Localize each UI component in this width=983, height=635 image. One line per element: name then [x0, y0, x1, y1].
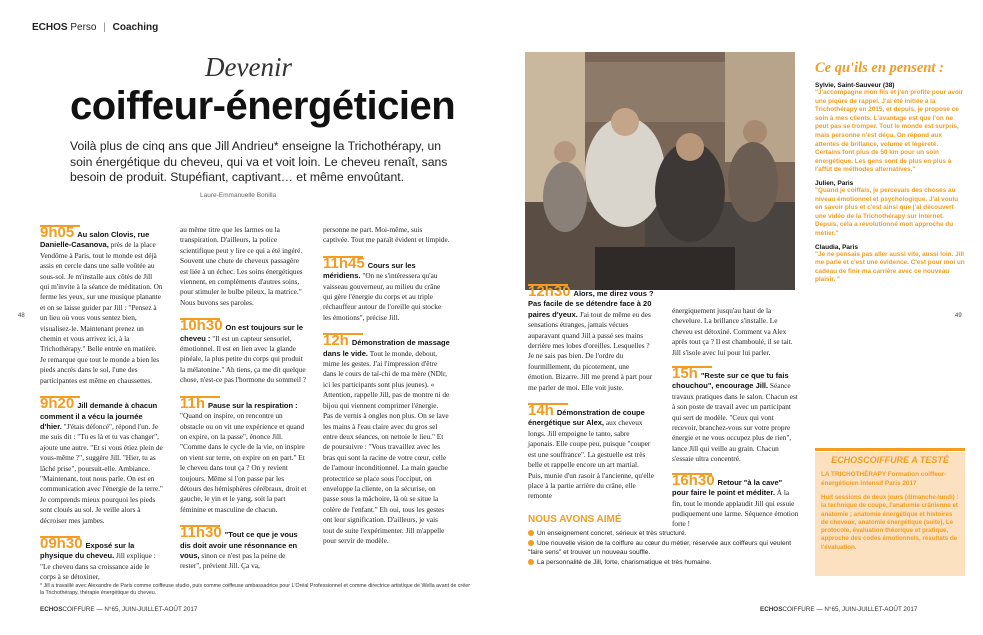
lead-paragraph: Voilà plus de cinq ans que Jill Andrieu* enseigne la Trichothérapy, un soin énergétique du cheveu, qui va et voit loin. Le cheveu renaît, sans besoin de produit. Stupéfiant, captivant… et même envoûtant.: [70, 139, 448, 184]
box-accent-bar: [815, 448, 965, 451]
article-column-3: [323, 225, 450, 546]
header-separator: |: [103, 22, 106, 33]
box-title: ECHOSCOIFFURE A TESTÉ: [831, 455, 949, 465]
box-body: Huit sessions de deux jours (dimanche-lundi) : la technique de coupe, l'anatomie crânienne et anatomie ; anatomie énergétique et histoires de cheveux, anatomie énergétique (suite), Le protocole, évaluation théorique et pratique, approche des codes émotionnels, résultats de l'évaluation.: [821, 494, 959, 551]
paragraph: 11h Pause sur la respiration : "Quand on inspire, on rencontre un obstacle ou on vit une expérience et quand on expire, on la passe", énonce Jill. "Comme dans le cycle de la vie, on inspire on vient sur terre, on expire on en part." Et le cheveu dans tout ça ? On y revient toujours. Même si l'on passe par les détours des hémisphères cérébraux, droit et gauche, le yin et le yang, soit la part féminine et masculine de chacun.: [180, 394, 307, 514]
page-title: coiffeur-énergéticien: [70, 84, 456, 128]
title-line1: Devenir: [205, 52, 292, 82]
box-heading: LA TRICHOTHÉRAPY Formation coiffeur-énergéticien intensif Paris 2017: [821, 471, 947, 487]
list-item: Une nouvelle vision de la coiffure au cœur du métier, réservée aux coiffeurs qui veulent "faire sens" et trouver un nouveau souffle.: [528, 539, 792, 556]
time-label: 10h30: [180, 317, 223, 335]
time-label: 11h45: [323, 254, 365, 272]
time-label: 11h: [180, 394, 206, 412]
article-column-5: [672, 306, 799, 530]
time-label: 9h20: [40, 395, 75, 413]
time-label: 09h30: [40, 534, 83, 552]
check-icon: [528, 540, 534, 546]
paragraph: 11h45 Cours sur les méridiens. "On ne s'intéressera qu'au vaisseau gouverneur, au milieu du crâne qui gère l'énergie du corps et au triple réchauffeur autour de l'oreille qui stocke les émotions", précise Jill.: [323, 254, 442, 322]
list-item: Un enseignement concret, sérieux et très structuré.: [528, 529, 808, 539]
paragraph: 16h30 Retour "à la cave" pour faire le point et méditer. À la fin, tout le monde applaudit Jill qui essuie pudiquement une larme. Séquence émotion forte !: [672, 471, 799, 529]
paragraph: 9h05 Au salon Clovis, rue Danielle-Casanova, près de la place Vendôme à Paris, tout le monde est déjà assis en cercle dans une salle voûtée au sous-sol. Je m'installe aux côtés de Jill qui m'invite à la séance de méditation. On ferme les yeux, sur une musique planante et on se laisse guider par Jill : "Pensez à un lieu où vous vous sentez bien, visualisez-le. Maintenant prenez un chemin et vous arrivez ici, à la Trichothérapy." Belle entrée en matière. Je remarque que tout le monde a bien les pieds ancrés dans le sol, l'une des participantes est même en chaussettes.: [40, 224, 163, 385]
testimonial-name: Claudia, Paris: [815, 243, 858, 251]
liked-section-title: NOUS AVONS AIMÉ: [528, 514, 622, 525]
testimonial-name: Julien, Paris: [815, 179, 854, 187]
header-subsection: Coaching: [112, 22, 159, 33]
author: Laure-Emmanuelle Bonilla: [200, 192, 277, 199]
paragraph: énergiquement jusqu'au haut de la chevelure. La brillance s'installe. Le cheveu est détoxiné. Comment va Alex après tout ça ? Il est chamboulé, il se tait. Jill s'isole avec lui pour lui parler.: [672, 306, 793, 357]
check-icon: [528, 530, 534, 536]
paragraph: personne ne part. Moi-même, suis captivée. Tout me paraît évident et limpide.: [323, 225, 450, 245]
paragraph: 10h30 On est toujours sur le cheveu : "Il est un capteur sensoriel, émotionnel. Il est en lien avec la glande pinéale, la plus petite du corps qui produit la mélatonine." Ah tiens, ça me dit quelque chose, n'est-ce pas l'hormone du sommeil ?: [180, 317, 307, 385]
article-column-4: [528, 284, 655, 502]
time-label: 12h: [323, 332, 349, 350]
article-column-2: [180, 225, 307, 572]
paragraph: 11h30 "Tout ce que je vous dis doit avoir une résonnance en vous, sinon ce n'est pas la peine de rester", prévient Jill. Ça va,: [180, 524, 298, 571]
time-label: 11h30: [180, 524, 222, 542]
testimonials-sidebar: [815, 60, 965, 285]
paragraph: 15h "Reste sur ce que tu fais chouchou", encourage Jill. Séance travaux pratiques dans le salon. Chacun est à son poste de travail avec un participant qui sert de modèle. "Ceux qui vont recevoir, branchez-vous sur votre propre énergie et ne vous occupez plus de rien", lance Jill qui veille au grain. Chacun s'essaie ultra concentré.: [672, 365, 798, 464]
paragraph: 14h Démonstration de coupe énergétique sur Alex, aux cheveux longs. Jill empoigne le tanto, sabre japonais. Elle coupe peu, puisque "couper est une souffrance". La gestuelle est très belle et rappelle encore un art martial. Puis, munie d'un rasoir à l'ancienne, qu'elle place à la partie arrière du crâne, elle remonte: [528, 402, 654, 501]
paragraph: 12h30 Alors, me direz vous ? Pas facile de se détendre face à 20 paires d'yeux. J'ai tout de même eu des sensations étranges, jamais vécues auparavant quand Jill a passé ses mains derrière mes lobes d'oreilles. Lesquelles ? Je ne sais pas bien. De l'ordre du fourmillement, du picotement, une émotion. Bizarre. Jill me prend à part pour me parler de moi. Elle voit juste.: [528, 283, 654, 392]
testimonial-name: Sylvie, Saint-Sauveur (38): [815, 82, 895, 89]
time-label: 14h: [528, 402, 554, 420]
header-section: Perso: [70, 22, 97, 33]
paragraph: 9h20 Jill demande à chacun comment il a vécu la journée d'hier. "J'étais défoncé", répond l'un. Je me suis dit : "Tu es là et tu vas changer", ajoute une autre. "Et si vous étiez plein de vous-même ?", suggère Jill. "Hier, tu as lâché prise", poursuit-elle. Ambiance. "Maintenant, tout nous parle. On est en communication avec l'énergie de la terre." Je comprends mieux pourquoi les pieds sont cloués au sol. Je veille alors à décroiser mes jambes.: [40, 395, 163, 525]
photo-illustration: [525, 52, 795, 290]
time-label: 15h: [672, 365, 698, 383]
liked-list: [528, 529, 808, 567]
check-icon: [528, 559, 534, 565]
header-brand: ECHOS: [32, 22, 68, 33]
time-label: 16h30: [672, 471, 715, 489]
footnote: * Jill a travaillé avec Alexandre de Paris comme coiffeuse studio, puis comme coiffeuse ambassadrice pour L'Oréal Professionnel et comme directrice artistique de Wella avant de créer la Trichothérapy, thérapie énergétique du cheveu.: [40, 583, 470, 596]
testimonial-text: "J'accompagne mon fils et j'en profite pour avoir une piqûre de rappel. J'ai été initiée à la Trichothérapy en 2015, et depuis, je propose ce soin à mes clients. L'avantage est que l'on ne peut pas se tromper. Tout le monde est surpris, mais personne n'est déçu. On répond aux attentes de brillance, volume et légèreté. Certains font plus de 50 km pour un soin énergétique. Les gens sont de plus en plus à l'affût de méthodes alternatives.": [815, 89, 964, 174]
class-photo: [525, 52, 795, 290]
page-number-left: 48: [18, 313, 25, 319]
article-column-1: [40, 225, 163, 583]
list-item: La personnalité de Jill, forte, charismatique et très humaine.: [528, 558, 808, 568]
section-header: [32, 22, 158, 33]
time-label: 9h05: [40, 224, 75, 241]
tested-box: [815, 452, 965, 576]
paragraph: 09h30 Exposé sur la physique du cheveu. Jill explique : "Le cheveu dans sa croissance aide le corps à se détoxiner,: [40, 534, 156, 582]
footer-right: ECHOSCOIFFURE — N°65, JUIN-JUILLET-AOÛT 2017: [760, 606, 918, 613]
footer-left: ECHOSCOIFFURE — N°65, JUIN-JUILLET-AOÛT 2017: [40, 606, 198, 613]
testimonial-text: "Je ne pensais pas aller aussi vite, aussi loin. Jill me parle et c'est une évidence. C'est pour moi un cadeau de finir ma carrière avec ce nouveau plaisir. ": [815, 250, 965, 284]
paragraph: au même titre que les larmes ou la transpiration. D'ailleurs, la police scientifique peut y lire ce qui a été ingéré. Souvent une chute de cheveux passagère est liée à un échec. Les soins énergétiques viennent, en compléments d'autres soins, pour stimuler le bulbe pileux, la matrice." Nous buvons ses paroles.: [180, 225, 303, 307]
paragraph: 12h Démonstration de massage dans le vide. Tout le monde, debout, mime les gestes. J'ai l'impression d'être dans le cours de taï-chi de ma mère (NDlr, ici les participants sont plus jeunes). « Attention, rappelle Jill, pas de montre ni de bijou qui viennent comprimer l'énergie. Pas de vernis à ongles non plus. On se lave les mains à l'eau claire avec du gros sel entre deux séances, on nettoie le lieu." Et de poursuivre : "Vous travaillez avec les bras qui sont la racine de votre cœur, celle de l'amour inconditionnel. La main gauche protectrice se place sous l'occiput, on enveloppe la cliente, on la sécurise, on passe sous la mâchoire, là où se situe la colère de l'enfant." Eh oui, tous les gestes ont leur signification. D'ailleurs, je vais tout de suite l'expérimenter. Jill m'appelle pour servir de modèle.: [323, 332, 450, 545]
testimonial-text: "Quand je coiffais, je percevais des choses au niveau émotionnel et psychologique. J'ai voulu en savoir plus et c'est ainsi que j'ai découvert une vidéo de la Trichothérapy sur Internet. Depuis, cela a révolutionné mon approche du métier.": [815, 186, 959, 237]
page-number-right: 49: [955, 313, 962, 319]
time-label: 12h30: [528, 283, 571, 300]
sidebar-title: Ce qu'ils en pensent :: [815, 60, 944, 76]
